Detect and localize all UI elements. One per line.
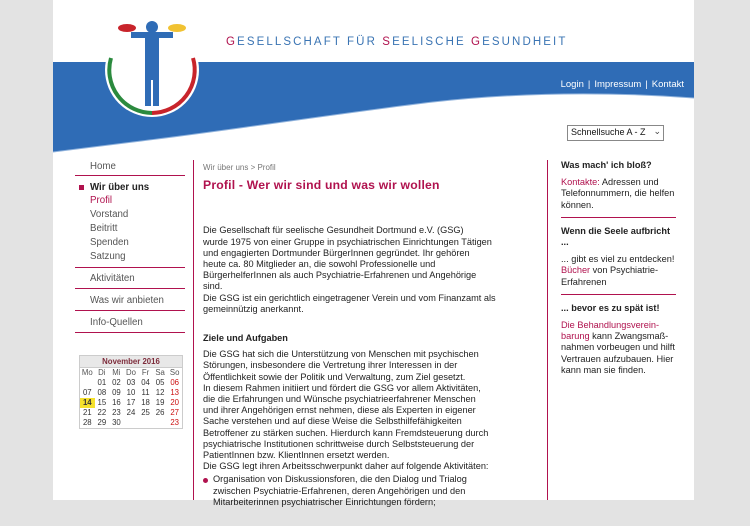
- site-title: [226, 36, 567, 48]
- section-text: Die GSG hat sich die Unterstützung von Menschen mit psychischen Störungen, insbesondere die Vertretung ihrer Interessen in der Öffentlichkeit sowie der Politik und Verwaltung, zum Ziel gesetzt. In diesem Rahmen initiiert und fördert die GSG vor allem Aktivitäten, die die Erfahrungen und Wünsche psychiatrieerfahrener Menschen und ihrer Angehörigen ernst nehmen, diese als Experten in eigener Sache verstehen und auf diese Weise die Selbsthilfefähigkeiten Betroffener zu stärken suchen. Hierdurch kann Fremdsteuerung durch psychiatrische Institutionen schrittweise durch Selbststeuerung der PatientInnen bzw. KlientInnen ersetzt werden. Die GSG legt ihren Arbeitsschwerpunkt daher auf folgende Aktivitäten:: [203, 349, 489, 472]
- kontakte-link[interactable]: Kontakte:: [561, 177, 600, 188]
- calendar-title: November 2016: [80, 356, 182, 368]
- subnav-item-vorstand[interactable]: Vorstand: [90, 209, 129, 220]
- list-item: Organisation von Diskussionsforen, die den Dialog und Trialog zwischen Psychiatrie-Erfahrenen, deren Angehörigen und den Mitarbeiterinnen psychiatrischer Einrichtungen fördern;: [203, 474, 543, 508]
- calendar-day[interactable]: 01: [97, 378, 107, 387]
- info-box-text: [561, 320, 676, 376]
- calendar: [79, 355, 183, 429]
- breadcrumb[interactable]: Wir über uns > Profil: [203, 163, 276, 172]
- calendar-day[interactable]: 23: [112, 408, 121, 417]
- subnav-item-spenden[interactable]: Spenden: [90, 237, 129, 248]
- calendar-day[interactable]: [80, 378, 95, 388]
- nav-item-home[interactable]: Home: [75, 160, 185, 176]
- calendar-day[interactable]: 24: [126, 408, 136, 417]
- main-content: [203, 158, 543, 526]
- info-box: [561, 160, 676, 218]
- weekday-label: So: [169, 368, 180, 377]
- quick-search-select[interactable]: [567, 125, 664, 141]
- calendar-day[interactable]: 18: [141, 398, 150, 407]
- info-box-title: Wenn die Seele aufbricht ...: [561, 225, 671, 248]
- calendar-day[interactable]: 23: [170, 418, 180, 427]
- subnav-item-profil[interactable]: Profil: [90, 195, 113, 206]
- calendar-day[interactable]: [138, 418, 153, 428]
- impressum-link[interactable]: Impressum: [594, 79, 642, 90]
- column-divider: [547, 160, 548, 500]
- info-box: [561, 303, 676, 376]
- weekday-label: Do: [125, 368, 136, 377]
- info-box-desc: ... gibt es viel zu entdecken!: [561, 254, 675, 265]
- weekday-label: Fr: [141, 368, 150, 377]
- calendar-day[interactable]: 19: [155, 398, 165, 407]
- left-nav: [75, 160, 185, 338]
- calendar-day[interactable]: 16: [112, 398, 121, 407]
- quick-search-value: Schnellsuche A - Z: [571, 127, 646, 137]
- weekday-label: Mi: [112, 368, 121, 377]
- chevron-down-icon: ⌄: [653, 126, 661, 136]
- nav-item-was-wir-anbieten[interactable]: Was wir anbieten: [75, 294, 185, 311]
- calendar-day[interactable]: 04: [141, 378, 150, 387]
- calendar-day[interactable]: 07: [82, 388, 92, 397]
- calendar-day[interactable]: 17: [126, 398, 136, 407]
- info-box-title: ... bevor es zu spät ist!: [561, 302, 660, 313]
- title-initial-3: G: [471, 36, 483, 48]
- info-box-text: [561, 254, 676, 288]
- column-divider: [193, 160, 194, 500]
- calendar-day[interactable]: 03: [126, 378, 136, 387]
- nav-item-wir-ueber-uns[interactable]: Wir über uns: [75, 181, 185, 194]
- calendar-day[interactable]: 30: [112, 418, 121, 427]
- calendar-day[interactable]: 21: [82, 408, 92, 417]
- calendar-day[interactable]: 13: [170, 388, 180, 397]
- title-initial-1: G: [226, 36, 238, 48]
- login-link[interactable]: Login: [560, 79, 584, 90]
- calendar-day[interactable]: 09: [112, 388, 121, 397]
- title-rest-1: ESELLSCHAFT FÜR: [237, 36, 383, 48]
- calendar-day[interactable]: 10: [126, 388, 136, 397]
- kontakt-link[interactable]: Kontakt: [651, 79, 684, 90]
- calendar-day[interactable]: 12: [155, 388, 165, 397]
- nav-item-info-quellen[interactable]: Info-Quellen: [75, 316, 185, 333]
- info-box: [561, 226, 676, 295]
- page-title: Profil - Wer wir sind und was wir wollen: [203, 178, 440, 193]
- info-box-desc: kann Zwangsmaß-nahmen vorbeugen und hilft Vertrauen aufzubauen. Hier kann man sie finden.: [561, 331, 675, 375]
- calendar-day[interactable]: 27: [170, 408, 180, 417]
- calendar-day[interactable]: 08: [97, 388, 107, 397]
- title-initial-2: S: [382, 36, 393, 48]
- behandlungsvereinbarung-link[interactable]: Die Behandlungsverein-barung: [561, 320, 660, 342]
- calendar-day[interactable]: 29: [97, 418, 107, 427]
- right-sidebar: [561, 160, 676, 376]
- title-rest-3: ESUNDHEIT: [482, 36, 568, 48]
- calendar-day[interactable]: 11: [141, 388, 150, 397]
- separator: |: [645, 79, 648, 90]
- calendar-day[interactable]: 15: [97, 398, 107, 407]
- info-box-desc: von Psychiatrie-Erfahrenen: [561, 265, 659, 287]
- separator: |: [587, 79, 591, 90]
- calendar-day[interactable]: 28: [82, 418, 92, 427]
- calendar-day[interactable]: 20: [170, 398, 180, 407]
- calendar-day[interactable]: 05: [155, 378, 165, 387]
- calendar-day[interactable]: 22: [97, 408, 107, 417]
- info-box-text: [561, 177, 676, 211]
- info-box-desc: Adressen und Telefonnummern, die helfen können.: [561, 177, 675, 210]
- calendar-day[interactable]: 25: [141, 408, 150, 417]
- calendar-grid: [80, 368, 182, 428]
- section-heading: Ziele und Aufgaben: [203, 333, 288, 344]
- calendar-day[interactable]: [124, 418, 139, 428]
- subnav-item-beitritt[interactable]: Beitritt: [90, 223, 118, 234]
- calendar-day[interactable]: 26: [155, 408, 165, 417]
- subnav-item-satzung[interactable]: Satzung: [90, 251, 126, 262]
- intro-text: Die Gesellschaft für seelische Gesundheit Dortmund e.V. (GSG) wurde 1975 von einer Gruppe in psychiatrischen Einrichtungen Tätigen und engagierten Dortmunder BürgerInnen gegründet. Ihr gehören heute ca. 80 Mitglieder an, die sowohl Professionelle und BürgerhelferInnen als auch Psychiatrie-Erfahrenen und Angehörige sind. Die GSG ist ein gerichtlich eingetragener Verein und vom Finanzamt als gemeinnützig anerkannt.: [203, 225, 496, 314]
- calendar-day[interactable]: [153, 418, 168, 428]
- weekday-label: Mo: [81, 368, 93, 377]
- calendar-day[interactable]: 02: [112, 378, 121, 387]
- top-nav: [561, 79, 684, 90]
- page: [53, 0, 694, 507]
- calendar-day-today[interactable]: 14: [80, 398, 95, 408]
- nav-item-aktivitaeten[interactable]: Aktivitäten: [75, 272, 185, 289]
- info-box-title: Was mach' ich bloß?: [561, 160, 652, 170]
- calendar-day[interactable]: 06: [170, 378, 180, 387]
- subnav: [75, 194, 185, 268]
- title-rest-2: EELISCHE: [392, 36, 472, 48]
- buecher-link[interactable]: Bücher: [561, 265, 591, 276]
- weekday-label: Sa: [155, 368, 165, 377]
- weekday-label: Di: [98, 368, 106, 377]
